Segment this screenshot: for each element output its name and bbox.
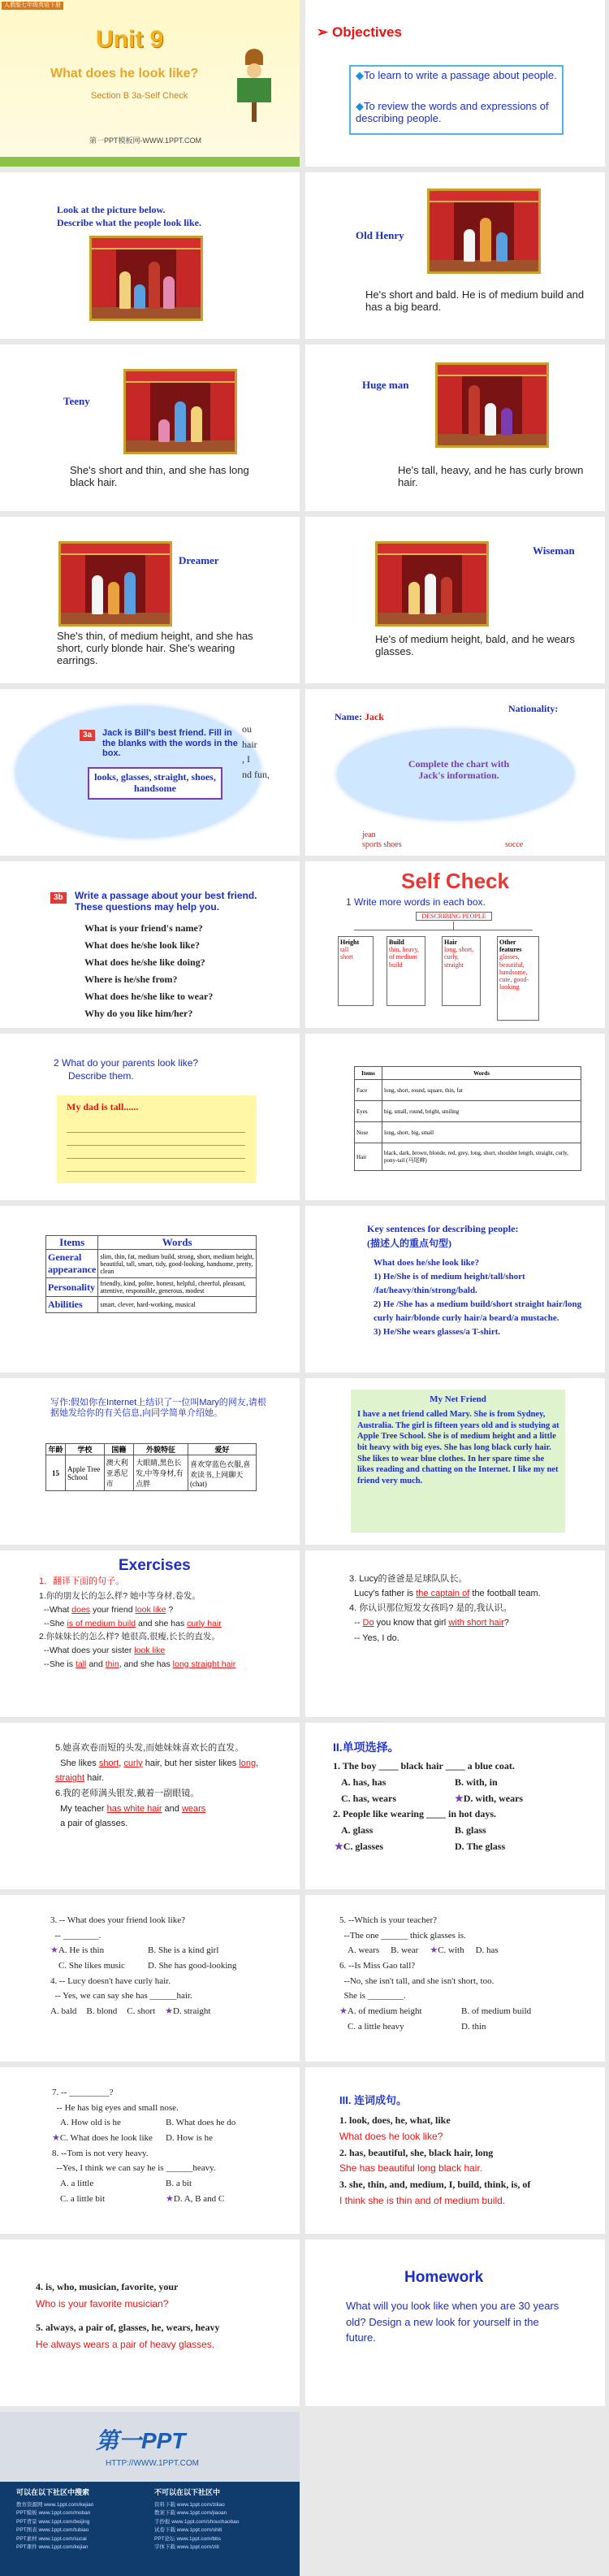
table-row: Eyes big, small, round, bright, smiling	[355, 1101, 581, 1122]
words-table: Items Words Face long, short, round, square, thin, fat Eyes big, small, round, bright, smiling Nose long, short, big, small Hair black, dark, brown, blonde, red, grey, long, short, shoulder length, straight, curly, pony-tail (马尾辫)	[354, 1066, 581, 1171]
credit-link[interactable]: 教育资源网 www.1ppt.com/kejian	[16, 2502, 94, 2508]
slide-3b	[0, 861, 300, 1028]
description: He's short and bald. He is of medium build and has a big beard.	[365, 288, 585, 313]
task-label-2: Describe them.	[68, 1070, 134, 1082]
task-label-1: 2 What do your parents look like?	[54, 1057, 199, 1069]
name-label: Teeny	[63, 395, 90, 407]
choice-block: 7. -- _________? -- He has big eyes and small nose. A. How old is he B. What does he do ★C. What does he look like D. How is he 8. --Tom is not very heavy. --Yes, I think we can say he is ______heavy. A. a little B. a bit C. a little bit ★D. A, B and C	[52, 2088, 236, 2204]
stage-illustration	[89, 236, 203, 321]
table-row: Hair black, dark, brown, blonde, red, grey, long, short, shoulder length, straight, curly, pony-tail (马尾辫)	[355, 1143, 581, 1171]
slide-old-henry	[305, 172, 605, 339]
chart-prompt: Complete the chart with Jack's information.	[408, 758, 510, 781]
root-node: DESCRIBING PEOPLE	[416, 912, 492, 921]
slide-choice-2	[0, 1895, 300, 2062]
name-label: Old Henry	[356, 229, 404, 241]
slide-look-picture	[0, 172, 300, 339]
slide-sentences-2	[0, 2240, 300, 2406]
table-row: Nose long, short, big, small	[355, 1122, 581, 1143]
badge-3a: 3a	[80, 730, 95, 741]
passage-box	[351, 1390, 565, 1533]
bottom-jean: jean	[362, 830, 376, 839]
instruction-2: Describe what the people look like.	[57, 217, 201, 228]
unit-subtitle: What does he look like?	[50, 67, 199, 80]
slide-credits	[0, 2412, 300, 2576]
slide-face-words	[305, 1034, 605, 1200]
credit-link[interactable]: 试卷下载 www.1ppt.com/shiti	[154, 2527, 222, 2534]
choice-block: 5. --Which is your teacher? --The one ______ thick glasses is. A. wears B. wear ★C. with D. has 6. --Is Miss Gao tall? --No, she isn't tall, and she isn't short, too. She is ________. ★A. of medium height B. of medium build C. a little heavy D. thin	[339, 1915, 532, 2032]
slide-exercises-3	[0, 1723, 300, 1889]
stage-illustration	[427, 189, 541, 274]
stage-illustration	[58, 541, 172, 627]
description: She's thin, of medium height, and she has short, curly blonde hair. She's wearing earrings.	[57, 630, 253, 666]
slide-exercises-1	[0, 1550, 300, 1717]
answer-star-icon: ★	[335, 1840, 343, 1852]
table-row: Face long, short, round, square, thin, fat	[355, 1080, 581, 1101]
slide-key-sentences	[305, 1206, 605, 1373]
unit-title: Unit 9	[96, 26, 164, 53]
credit-link[interactable]: 手抄报 www.1ppt.com/shouchaobao	[154, 2518, 240, 2525]
stage-illustration	[435, 362, 549, 448]
credits-header	[0, 2412, 300, 2482]
question: What is your friend's name?	[84, 922, 203, 934]
choice-block: 1. The boy ____ black hair ____ a blue coat. A. has, has B. with, in C. has, wears ★D. with, wears 2. People like wearing ____ in hot days. A. glass B. glass ★C. glasses D. The glass	[333, 1760, 524, 1852]
credits-footer	[0, 2482, 300, 2576]
nationality-field: Nationality:	[508, 703, 559, 714]
slide-wiseman	[305, 517, 605, 683]
scarecrow-icon	[237, 49, 270, 122]
key-line: 2) He /She has a medium build/short straight hair/long curly hair/blonde curly hair/a beard/a mustache.	[374, 1299, 582, 1324]
word-box: looks, glasses, straight, shoes, handsome	[88, 767, 222, 800]
answer-star-icon: ★	[339, 2006, 348, 2017]
description: He's tall, heavy, and he has curly brown hair.	[398, 464, 584, 488]
tree-line	[453, 922, 454, 930]
table-row: 15 Apple Tree School 澳大利亚悉尼市 大眼睛,黑色长发,中等身材,有点胖 喜欢穿蓝色衣服,喜欢读书,上网聊天(chat)	[46, 1455, 257, 1491]
links-right	[154, 2501, 239, 2552]
credit-link[interactable]: 字体下载 www.1ppt.com/ziti	[154, 2543, 219, 2550]
table-row: General appearance slim, thin, fat, medium build, strong, short, medium height, beautiful, tall, smart, tidy, good-looking, handsome, pretty, clean	[46, 1250, 257, 1278]
key-line: What does he/she look like?	[374, 1258, 480, 1268]
stage-illustration	[123, 369, 237, 454]
task-label: 1 Write more words in each box.	[346, 896, 486, 908]
slide-net-friend	[305, 1378, 605, 1545]
tree-box-build: Build thin, heavy, of medium build	[387, 936, 425, 1006]
credit-link[interactable]: PPT图表 www.1ppt.com/tubiao	[16, 2527, 89, 2534]
slide-general-words	[0, 1206, 300, 1373]
name-label: Huge man	[362, 379, 409, 391]
slide-dreamer	[0, 517, 300, 683]
logo-url: HTTP://WWW.1PPT.COM	[106, 2459, 199, 2468]
logo-text: 第一PPT	[96, 2428, 186, 2453]
name-label: Wiseman	[533, 544, 575, 557]
objectives-box	[349, 65, 564, 135]
slide-choice-4	[0, 2067, 300, 2234]
instruction: Jack is Bill's best friend. Fill in the blanks with the words in the box.	[102, 728, 238, 759]
slide-huge-man	[305, 345, 605, 511]
bottom-shoes: sports shoes	[362, 840, 402, 849]
bottom-soccer: socce	[505, 840, 524, 849]
question: What does he/she like to wear?	[84, 991, 214, 1002]
general-table: Items Words General appearance slim, thin, fat, medium build, strong, short, medium height, beautiful, tall, smart, tidy, good-looking, handsome, pretty, clean Personality friendly, kind, polite, honest, helpful, cheerful, pleasant, attentive, responsible, generous, modest Abilities smart, clever, hard-working, musical	[45, 1235, 257, 1313]
slide-choice-3	[305, 1895, 605, 2062]
tree-box-hair: Hair long, short, curly, straight	[442, 936, 481, 1006]
slide-parents	[0, 1034, 300, 1200]
choice-block: 3. -- What does your friend look like? -- ________. ★A. He is thin B. She is a kind girl C. She likes music D. She has good-looking 4. -- Lucy doesn't have curly hair. -- Yes, we can say she has ______hair. A. bald B. blond C. short ★D. straight	[50, 1915, 237, 2017]
key-lines	[374, 1256, 593, 1339]
credit-link[interactable]: 教案下载 www.1ppt.com/jiaoan	[154, 2510, 227, 2517]
question: What does he/she like doing?	[84, 956, 205, 968]
credit-link[interactable]: PPT背景 www.1ppt.com/beijing	[16, 2518, 90, 2525]
credit-link[interactable]: PPT课件 www.1ppt.com/kejian	[16, 2543, 89, 2550]
answer-star-icon: ★	[50, 1945, 58, 1956]
credit-link[interactable]: PPT论坛 www.1ppt.com/bbs	[154, 2535, 221, 2542]
slide-title	[0, 0, 300, 167]
badge-3b: 3b	[50, 892, 67, 904]
passage-fragment: ou hair , I nd fun,	[242, 723, 270, 780]
homework-body: What will you look like when you are 30 years old? Design a new look for yourself in the future.	[346, 2300, 559, 2344]
question: What does he/she look like?	[84, 939, 201, 951]
sentence-block: 1. look, does, he, what, like What does he look like? 2. has, beautiful, she, black hair, long She has beautiful long black hair. 3. she, thin, and, medium, I, build, think, is, of I think she is thin and of medium build.	[339, 2114, 531, 2206]
section-label: Section B 3a-Self Check	[91, 91, 188, 101]
tree-box-other: Other features glasses, beautiful, handsome, cute, good-looking	[497, 936, 539, 1021]
slide-self-check	[305, 861, 605, 1028]
key-line: 3) He/She wears glasses/a T-shirt.	[374, 1327, 501, 1338]
exercise-sub: 1．翻译下面的句子。	[39, 1576, 125, 1586]
objective-1: ◆To learn to write a passage about people.	[356, 69, 557, 81]
slide-sentences-1	[305, 2067, 605, 2234]
exercises-title: Exercises	[119, 1557, 191, 1574]
table-row: Personality friendly, kind, polite, honest, helpful, cheerful, pleasant, attentive, responsible, generous, modest	[46, 1278, 257, 1297]
exercise-block: 3. Lucy的爸爸是足球队队长。 Lucy's father is the captain of the football team. 4. 你认识那位短发女孩吗? 是的,我认识。 -- Do you know that girl with short hair? -- Yes, I do.	[349, 1574, 541, 1643]
stage-illustration	[375, 541, 489, 627]
question-list	[84, 920, 213, 1022]
links-left	[16, 2501, 93, 2552]
writing-intro: 写作:假如你在Internet上结识了一位叫Mary的网友,请根据她发给你的有关信息,向同学简单介绍她。	[50, 1398, 266, 1418]
answer-star-icon: ★	[430, 1945, 438, 1956]
slide-exercises-2	[305, 1550, 605, 1717]
credit-link[interactable]: PPT素材 www.1ppt.com/sucai	[16, 2535, 87, 2542]
credit-link[interactable]: PPT模板 www.1ppt.com/moban	[16, 2510, 91, 2517]
col1-head: 可以在以下社区中搜索	[16, 2488, 90, 2496]
question: Where is he/she from?	[84, 974, 178, 985]
slide-jack-chart	[305, 689, 605, 856]
sentences-title: III. 连词成句。	[339, 2094, 408, 2106]
self-check-title: Self Check	[401, 869, 509, 893]
slide-writing-task	[0, 1378, 300, 1545]
tree-box-height: Height tall short	[338, 936, 374, 1006]
question: Why do you like him/her?	[84, 1008, 193, 1019]
sentence-block: 4. is, who, musician, favorite, your Who is your favorite musician? 5. always, a pair of, glasses, he, wears, heavy He always wears a pair of heavy glasses.	[36, 2281, 220, 2350]
homework-title: Homework	[404, 2269, 484, 2286]
objectives-heading: ➢ Objectives	[317, 24, 402, 40]
instruction-1: Look at the picture below.	[57, 204, 166, 215]
site-label: 第一PPT模板网-WWW.1PPT.COM	[89, 137, 201, 145]
description: She's short and thin, and she has long black hair.	[70, 464, 249, 488]
passage-title: My Net Friend	[430, 1394, 486, 1404]
passage-body: I have a net friend called Mary. She is from Sydney, Australia. The girl is fifteen years old and is studying at Apple Tree School. She is of medium height and a little bit heavy with big eyes. She has long black curly hair. She likes to wear blue clothes. In her spare time she likes reading and chatting on the Internet. I like my net friend very much.	[357, 1410, 559, 1485]
answer-star-icon: ★	[52, 2133, 60, 2144]
table-row: Abilities smart, clever, hard-working, musical	[46, 1297, 257, 1313]
col2-head: 不可以在以下社区中	[154, 2488, 221, 2496]
objective-2: ◆To review the words and expressions of describing people.	[356, 100, 549, 124]
slide-3a	[0, 689, 300, 856]
instruction: Write a passage about your best friend. These questions may help you.	[75, 890, 257, 913]
key-line: 1) He/She is of medium height/tall/short /fat/heavy/thin/strong/bald.	[374, 1272, 525, 1296]
name-field: Name: Jack	[335, 711, 384, 722]
exercise-block: 5.她喜欢卷而短的头发,而她妹妹喜欢长的直发。 She likes short, curly hair, but her sister likes long, straight hair. 6.我的老师满头银发,戴着一副眼镜。 My teacher has white hair and wears a pair of glasses.	[55, 1743, 259, 1829]
slide-choice-1	[305, 1723, 605, 1889]
answer-star-icon: ★	[455, 1792, 464, 1804]
info-table: 年龄 学校 国籍 外貌特征 爱好 15 Apple Tree School 澳大利亚悉尼市 大眼睛,黑色长发,中等身材,有点胖 喜欢穿蓝色衣服,喜欢读书,上网聊天(chat)	[45, 1443, 257, 1491]
note-text: My dad is tall......	[67, 1101, 139, 1112]
grass-strip	[0, 157, 300, 167]
credit-link[interactable]: 资料下载 www.1ppt.com/ziliao	[154, 2502, 225, 2508]
key-heading-cn: (描述人的重点句型)	[367, 1238, 451, 1249]
corner-tag: 人教版七年级英语下册	[2, 2, 63, 10]
answer-star-icon: ★	[165, 2006, 174, 2017]
description: He's of medium height, bald, and he wears glasses.	[375, 633, 576, 657]
key-heading: Key sentences for describing people:	[367, 1223, 519, 1234]
exercise-block: 1.你的朋友长的怎么样? 她中等身材,卷发。 --What does your friend look like ? --She is of medium build and she has curly hair 2.你妹妹长的怎么样? 她很高,很瘦,长长的直发。 --What does your sister look like --She is tall and thin, and she has long straight hair	[39, 1591, 236, 1669]
note-paper	[57, 1095, 257, 1183]
choice-title: II.单项选择。	[333, 1741, 400, 1754]
name-label: Dreamer	[179, 554, 219, 566]
slide-teeny	[0, 345, 300, 511]
slide-homework	[305, 2240, 605, 2406]
answer-star-icon: ★	[166, 2193, 174, 2204]
slide-objectives	[305, 0, 605, 167]
